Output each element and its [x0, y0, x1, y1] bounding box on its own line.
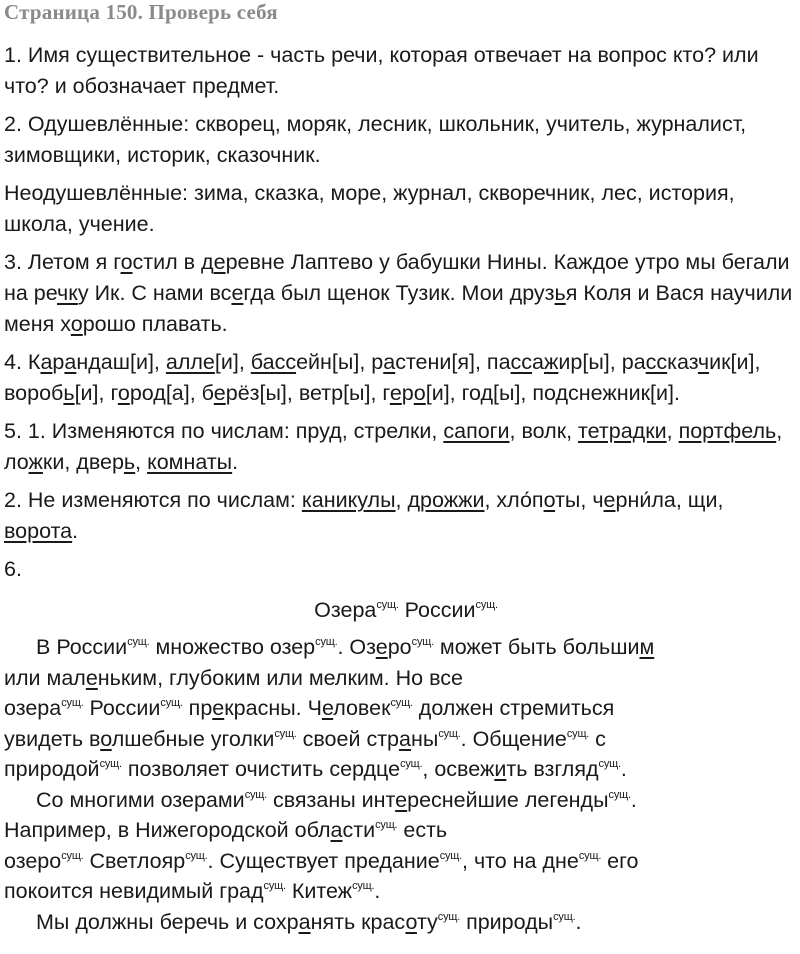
page-title: Страница 150. Проверь себя: [4, 0, 278, 24]
answer-1: 1. Имя существительное - часть речи, которая отвечает на вопрос кто? или что? и обозначает предмет.: [4, 43, 759, 98]
answer-4: 4. Карандаш[и], алле[и], бассейн[ы], растени[я], пассажир[ы], рассказчик[и], воробь[и], город[а], берёз[ы], ветр[ы], геро[и], год[ы], подснежник[и].: [4, 350, 761, 405]
story-line: Мы должны беречь и сохранять красоту$^{сущ.}$ природы$^{сущ.}$.: [36, 909, 582, 934]
story-line: озера$^{сущ.}$ России$^{сущ.}$ прекрасны. Человек$^{сущ.}$ должен стремиться: [4, 696, 615, 720]
story-line: В России$^{сущ.}$ множество озер$^{сущ.}$. Озеро$^{сущ.}$ может быть большим: [36, 635, 655, 659]
story-text: [4, 632, 800, 937]
story-line: Например, в Нижегородской области$^{сущ.}$ есть: [4, 818, 448, 842]
story-line: природой$^{сущ.}$ позволяет очистить сердце$^{сущ.}$, освежить взгляд$^{сущ.}$.: [4, 757, 627, 781]
answer-5-1: 5. 1. Изменяются по числам: пруд, стрелки, сапоги, волк, тетрадки, портфель, ложки, дверь, комнаты.: [4, 419, 783, 474]
story-line: или маленьким, глубоким или мелким. Но все: [4, 665, 463, 690]
answer-2-inanimate: Неодушевлённые: зима, сказка, море, журнал, скворечник, лес, история, школа, учение.: [4, 181, 735, 236]
story-title: Озера$^{сущ.}$ России$^{сущ.}$: [314, 598, 498, 622]
answer-2-animate: 2. Одушевлённые: скворец, моряк, лесник, школьник, учитель, журналист, зимовщики, историк, сказочник.: [4, 112, 747, 167]
answer-5-2: 2. Не изменяются по числам: каникулы, дрожжи, хло́поты, черни́ла, щи, ворота.: [4, 488, 724, 543]
answer-3: 3. Летом я гостил в деревне Лаптево у бабушки Нины. Каждое утро мы бегали на речку Ик. С нами всегда был щенок Тузик. Мои друзья Коля и Вася научили меня хорошо плавать.: [4, 250, 793, 336]
answer-content: [4, 40, 800, 937]
story-line: покоится невидимый град$^{сущ.}$ Китеж$^{сущ.}$.: [4, 879, 381, 903]
story-line: Со многими озерами$^{сущ.}$ связаны интереснейшие легенды$^{сущ.}$.: [36, 787, 637, 812]
answer-6-number: 6.: [4, 557, 22, 581]
story-line: озеро$^{сущ.}$ Светлояр$^{сущ.}$. Существует предание$^{сущ.}$, что на дне$^{сущ.}$ его: [4, 848, 639, 873]
story-line: увидеть волшебные уголки$^{сущ.}$ своей страны$^{сущ.}$. Общение$^{сущ.}$ с: [4, 726, 606, 751]
